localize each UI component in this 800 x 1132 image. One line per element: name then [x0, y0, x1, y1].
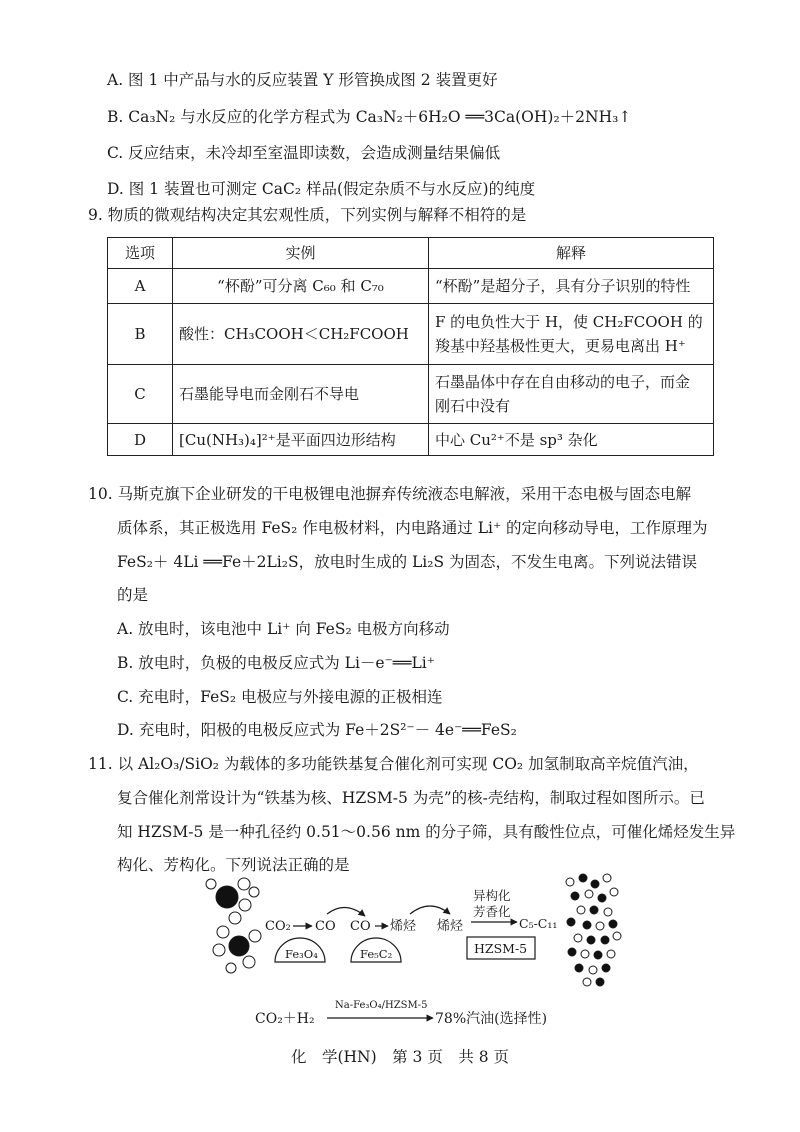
table-row — [108, 304, 714, 365]
row-explanation — [429, 424, 714, 456]
overall-condition: Na-Fe₃O₄/HZSM-5 — [335, 1000, 428, 1011]
explanation-line: F 的电负性大于 H，使 CH₂FCOOH 的 — [435, 313, 703, 331]
q10-option-b: B. 放电时，负极的电极反应式为 Li－e⁻══Li⁺ — [117, 654, 435, 672]
table-row — [108, 424, 714, 456]
q10-option-a: A. 放电时，该电池中 Li⁺ 向 FeS₂ 电极方向移动 — [117, 620, 450, 638]
isomerization-label: 异构化 — [473, 888, 511, 903]
row-option: B — [108, 304, 173, 365]
q8-option-a: A. 图 1 中产品与水的反应装置 Y 形管换成图 2 装置更好 — [107, 71, 498, 89]
co-label-2: CO — [350, 919, 371, 934]
q9-stem: 9. 物质的微观结构决定其宏观性质，下列实例与解释不相符的是 — [88, 206, 527, 224]
q10-option-c: C. 充电时，FeS₂ 电极应与外接电源的正极相连 — [117, 688, 443, 706]
q8-option-b: B. Ca₃N₂ 与水反应的化学方程式为 Ca₃N₂＋6H₂O ══3Ca(OH)₂＋2NH₃↑ — [107, 108, 632, 126]
row-example: “杯酚”可分离 C₆₀ 和 C₇₀ — [173, 269, 429, 304]
header-explanation: 解释 — [429, 238, 714, 269]
aromatization-label: 芳香化 — [473, 904, 511, 919]
curved-arrow-icon — [327, 907, 365, 916]
row-explanation — [429, 365, 714, 424]
co-label-1: CO — [315, 919, 336, 934]
overall-products: 78%汽油(选择性) — [435, 1011, 548, 1027]
explanation-line: “杯酚”是超分子，具有分子识别的特性 — [435, 277, 691, 295]
row-option: A — [108, 269, 173, 304]
hzsm5-label: HZSM-5 — [474, 941, 528, 956]
explanation-line: 刚石中没有 — [435, 397, 511, 415]
q11-stem-line: 构化、芳构化。下列说法正确的是 — [117, 856, 350, 874]
q10-stem-line: 质体系，其正极选用 FeS₂ 作电极材料，内电路通过 Li⁺ 的定向移动导电，工作原理为 — [117, 519, 708, 537]
table-header-row — [108, 238, 714, 269]
fe3o4-label: Fe₃O₄ — [285, 947, 318, 961]
row-example: 酸性：CH₃COOH＜CH₂FCOOH — [173, 304, 429, 365]
explanation-line: 石墨晶体中存在自由移动的电子，而金 — [435, 373, 691, 391]
page-footer: 化 学(HN) 第 3 页 共 8 页 — [290, 1048, 510, 1066]
row-option: D — [108, 424, 173, 456]
row-example: [Cu(NH₃)₄]²⁺是平面四边形结构 — [173, 424, 429, 456]
reactant-molecules-icon — [206, 878, 261, 973]
q11-stem-line: 知 HZSM-5 是一种孔径约 0.51～0.56 nm 的分子筛，具有酸性位点，可催化烯烃发生异 — [117, 823, 736, 841]
q9-table — [107, 237, 714, 456]
table-row — [108, 365, 714, 424]
q10-stem-line: 的是 — [117, 586, 149, 604]
header-example: 实例 — [173, 238, 429, 269]
olefin-label-2: 烯烃 — [437, 919, 464, 934]
fe5c2-label: Fe₅C₂ — [360, 947, 393, 961]
curved-arrow-icon — [410, 906, 450, 914]
q10-option-d: D. 充电时，阳极的电极反应式为 Fe＋2S²⁻－ 4e⁻══FeS₂ — [117, 721, 517, 739]
q10-stem-line: FeS₂＋ 4Li ══Fe＋2Li₂S，放电时生成的 Li₂S 为固态，不发生电离。下列说法错误 — [117, 553, 698, 571]
reaction-diagram — [195, 870, 625, 1035]
table-row — [108, 269, 714, 304]
row-option: C — [108, 365, 173, 424]
explanation-line: 中心 Cu²⁺不是 sp³ 杂化 — [435, 430, 598, 449]
header-option: 选项 — [108, 238, 173, 269]
co2-label: CO₂ — [265, 919, 291, 934]
product-molecules-icon — [566, 874, 621, 986]
row-explanation — [429, 269, 714, 304]
q11-stem-line: 复合催化剂常设计为“铁基为核、HZSM-5 为壳”的核-壳结构，制取过程如图所示。已 — [117, 789, 705, 807]
product-label: C₅-C₁₁ — [519, 916, 558, 931]
overall-reactants: CO₂＋H₂ — [255, 1011, 315, 1027]
row-example: 石墨能导电而金刚石不导电 — [173, 365, 429, 424]
q10-stem-line: 10. 马斯克旗下企业研发的干电极锂电池摒弃传统液态电解液，采用干态电极与固态电解 — [88, 485, 692, 503]
q11-stem-line: 11. 以 Al₂O₃/SiO₂ 为载体的多功能铁基复合催化剂可实现 CO₂ 加氢制取高辛烷值汽油， — [88, 755, 699, 773]
olefin-label-1: 烯烃 — [390, 919, 417, 934]
explanation-line: 羧基中羟基极性更大，更易电离出 H⁺ — [435, 337, 686, 355]
q8-option-c: C. 反应结束，未冷却至室温即读数，会造成测量结果偏低 — [107, 144, 501, 162]
q8-option-d: D. 图 1 装置也可测定 CaC₂ 样品(假定杂质不与水反应)的纯度 — [107, 180, 536, 198]
row-explanation — [429, 304, 714, 365]
